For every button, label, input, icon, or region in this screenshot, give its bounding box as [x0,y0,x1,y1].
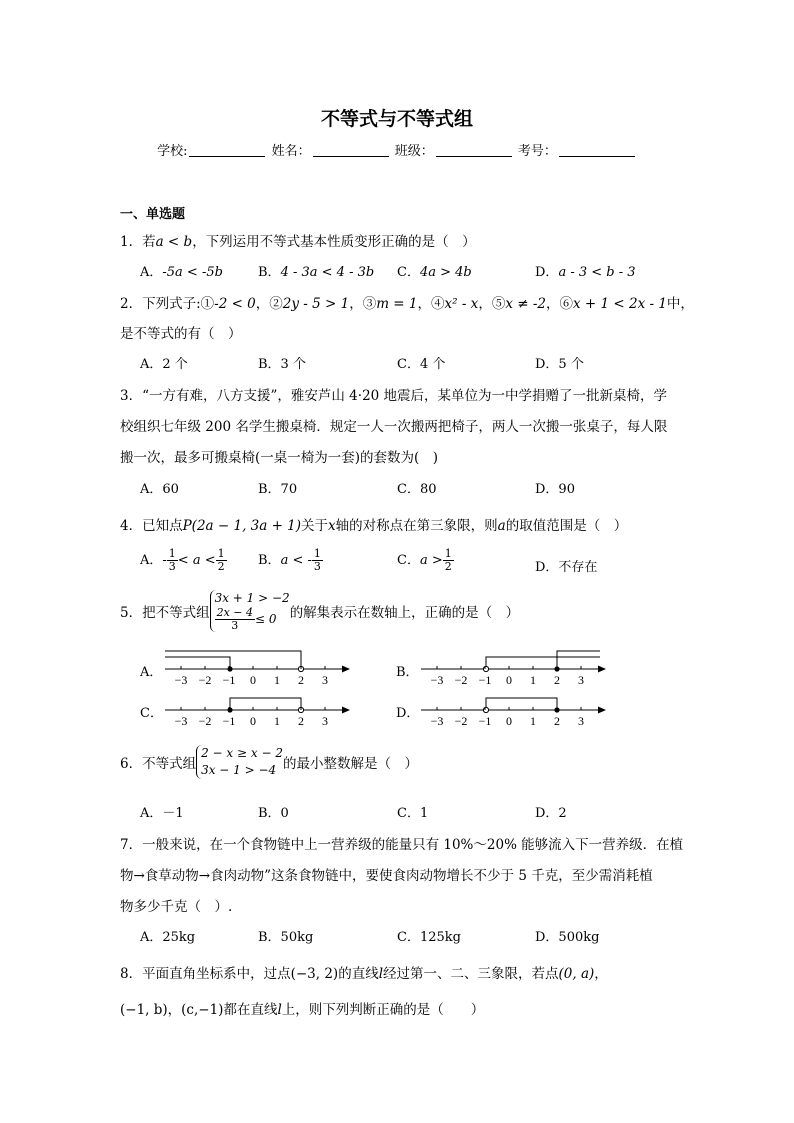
q6-option-a[interactable]: A．－1 [140,806,184,821]
tick-label: −3 [430,714,444,728]
q7-option-b[interactable]: B．50kg [258,930,314,945]
q5-label-d[interactable]: D． [396,706,420,721]
tick-label: 3 [322,673,328,687]
q4-option-d[interactable]: D．不存在 [535,560,598,575]
school-blank[interactable] [189,144,265,157]
number-line-b[interactable] [416,645,616,690]
q1-option-b[interactable]: B．4 - 3a < 4 - 3b [258,265,375,280]
tick-label: 0 [506,714,512,728]
nl-b-graph [421,651,606,673]
q7-option-d[interactable]: D．500kg [535,930,600,945]
tick-label: 1 [530,673,536,687]
tick-label: −1 [222,714,236,728]
number-line-c[interactable] [160,686,360,731]
q3-option-b[interactable]: B．70 [258,482,298,497]
q6-option-d[interactable]: D．2 [535,806,567,821]
tick-label: 3 [578,714,584,728]
student-info-line [0,140,794,159]
tick-label: 0 [250,673,256,687]
q3-option-c[interactable]: C．80 [397,482,437,497]
nl-c-graph [165,698,350,714]
q3-line-1: 3．“一方有难，八方支援”，雅安芦山 4·20 地震后，某单位为一中学捐赠了一批新桌椅，学 [120,388,668,404]
q7-line-1: 7．一般来说，在一个食物链中上一营养级的能量只有 10%～20% 能够流入下一营养级．在植 [120,837,684,853]
arrow-head-icon [342,707,350,714]
q3-option-d[interactable]: D．90 [535,482,575,497]
tick-label: −3 [430,673,444,687]
tick-label: −2 [454,673,468,687]
q2-option-c[interactable]: C．4 个 [397,357,446,372]
arrow-head-icon [342,666,350,673]
q2-number: 2．下列式子: [120,296,201,312]
q8-line-2: (−1, b)，(c,−1)都在直线l上，则下列判断正确的是（ ） [120,1002,485,1018]
tick-label: −3 [174,673,188,687]
q4-point: P(2a − 1, 3a + 1) [182,518,302,534]
q1-option-a[interactable]: A．-5a < -5b [140,265,223,280]
q2-option-a[interactable]: A．2 个 [140,357,188,372]
tick-label: 2 [554,673,560,687]
tick-label: 1 [274,714,280,728]
q4-option-b[interactable]: B．a < - $\frac{1}{3}$ [258,547,321,573]
q7-option-c[interactable]: C．125kg [397,930,461,945]
tick-label: 2 [298,714,304,728]
q8-line-1: 8．平面直角坐标系中，过点(−3, 2)的直线l经过第一、二、三象限，若点(0, a)， [120,966,608,982]
nl-d-graph [421,698,606,714]
arrow-head-icon [598,707,606,714]
q5-label-c[interactable]: C． [140,706,163,721]
q7-option-a[interactable]: A．25kg [140,930,196,945]
tick-label: 1 [274,673,280,687]
q7-line-2: 物→食草动物→食肉动物”这条食物链中，要使食肉动物增长不少于 5 千克，至少需消耗植 [120,868,653,884]
q4-option-a[interactable]: A．- $\frac{1}{3}$ < a < $\frac{1}{2}$ [140,547,225,573]
tick-label: −1 [478,673,492,687]
tick-label: −2 [454,714,468,728]
question-1-stem [120,230,476,250]
section-heading: 一、单选题 [120,207,186,222]
q3-option-a[interactable]: A．60 [140,482,179,497]
tick-label: 0 [250,714,256,728]
class-blank[interactable] [436,144,512,157]
tick-label: 2 [554,714,560,728]
arrow-head-icon [598,666,606,673]
q3-line-3: 搬一次，最多可搬桌椅(一桌一椅为一套)的套数为( ) [120,450,439,466]
tick-label: 0 [506,673,512,687]
tick-label: −1 [478,714,492,728]
q6-option-c[interactable]: C．1 [397,806,429,821]
open-dot [483,707,488,712]
q1-option-c[interactable]: C．4a > 4b [397,265,472,280]
tick-label: 2 [298,673,304,687]
q5-label-a[interactable]: A． [140,665,163,680]
tick-label: 1 [530,714,536,728]
tick-label: −3 [174,714,188,728]
name-label: 姓名： [271,144,311,159]
q1-condition: a < b [155,234,193,250]
class-label: 班级： [394,144,434,159]
question-6-stem: 6．不等式组 2 − x ≥ x − 2 3x − 1 > −4 的最小整数解是（ ） [120,746,418,777]
q2-option-b[interactable]: B．3 个 [258,357,306,372]
number-line-d[interactable] [416,686,616,731]
q2-line-2: 是不等式的有（ ） [120,326,242,342]
q7-line-3: 物多少千克（ ）. [120,899,233,915]
q2-option-d[interactable]: D．5 个 [535,357,584,372]
nl-a-graph [165,651,350,673]
number-blank[interactable] [559,144,635,157]
tick-label: −1 [222,673,236,687]
closed-dot [227,666,232,671]
q5-label-b[interactable]: B． [396,665,419,680]
q6-option-b[interactable]: B．0 [258,806,289,821]
number-label: 考号： [517,144,557,159]
question-4-stem: 4．已知点P(2a − 1, 3a + 1)关于x轴的对称点在第三象限，则a的取值范围是（ ） [120,518,628,534]
question-5-stem: 5．把不等式组 3x + 1 > −2 $\frac{2x - 4}{3}$ ≤ 0 的解集表示在数轴上，正确的是（ ） [120,591,520,632]
name-blank[interactable] [313,144,389,157]
open-dot [483,666,488,671]
tick-label: −2 [198,714,212,728]
q4-option-c[interactable]: C．a > $\frac{1}{2}$ [397,547,452,573]
q1-number: 1．若 [120,234,156,250]
q6-system: 2 − x ≥ x − 2 3x − 1 > −4 [196,745,283,779]
q1-option-d[interactable]: D．a - 3 < b - 3 [535,265,636,280]
tick-label: 3 [578,673,584,687]
number-line-a[interactable] [160,645,360,690]
school-label: 学校: [157,144,188,159]
q5-system: 3x + 1 > −2 $\frac{2x - 4}{3}$ ≤ 0 [210,590,290,632]
q1-tail: ，下列运用不等式基本性质变形正确的是（ ） [192,234,476,250]
question-2-stem: 2．下列式子:①-2 < 0，②2y - 5 > 1，③m = 1，④x² - x，⑤x ≠ -2，⑥x + 1 < 2x - 1中， [120,296,694,312]
page-title: 不等式与不等式组 [320,108,473,130]
tick-label: 3 [322,714,328,728]
closed-dot [227,707,232,712]
q3-line-2: 校组织七年级 200 名学生搬桌椅．规定一人一次搬两把椅子，两人一次搬一张桌子，每人限 [120,419,668,435]
tick-label: −2 [198,673,212,687]
